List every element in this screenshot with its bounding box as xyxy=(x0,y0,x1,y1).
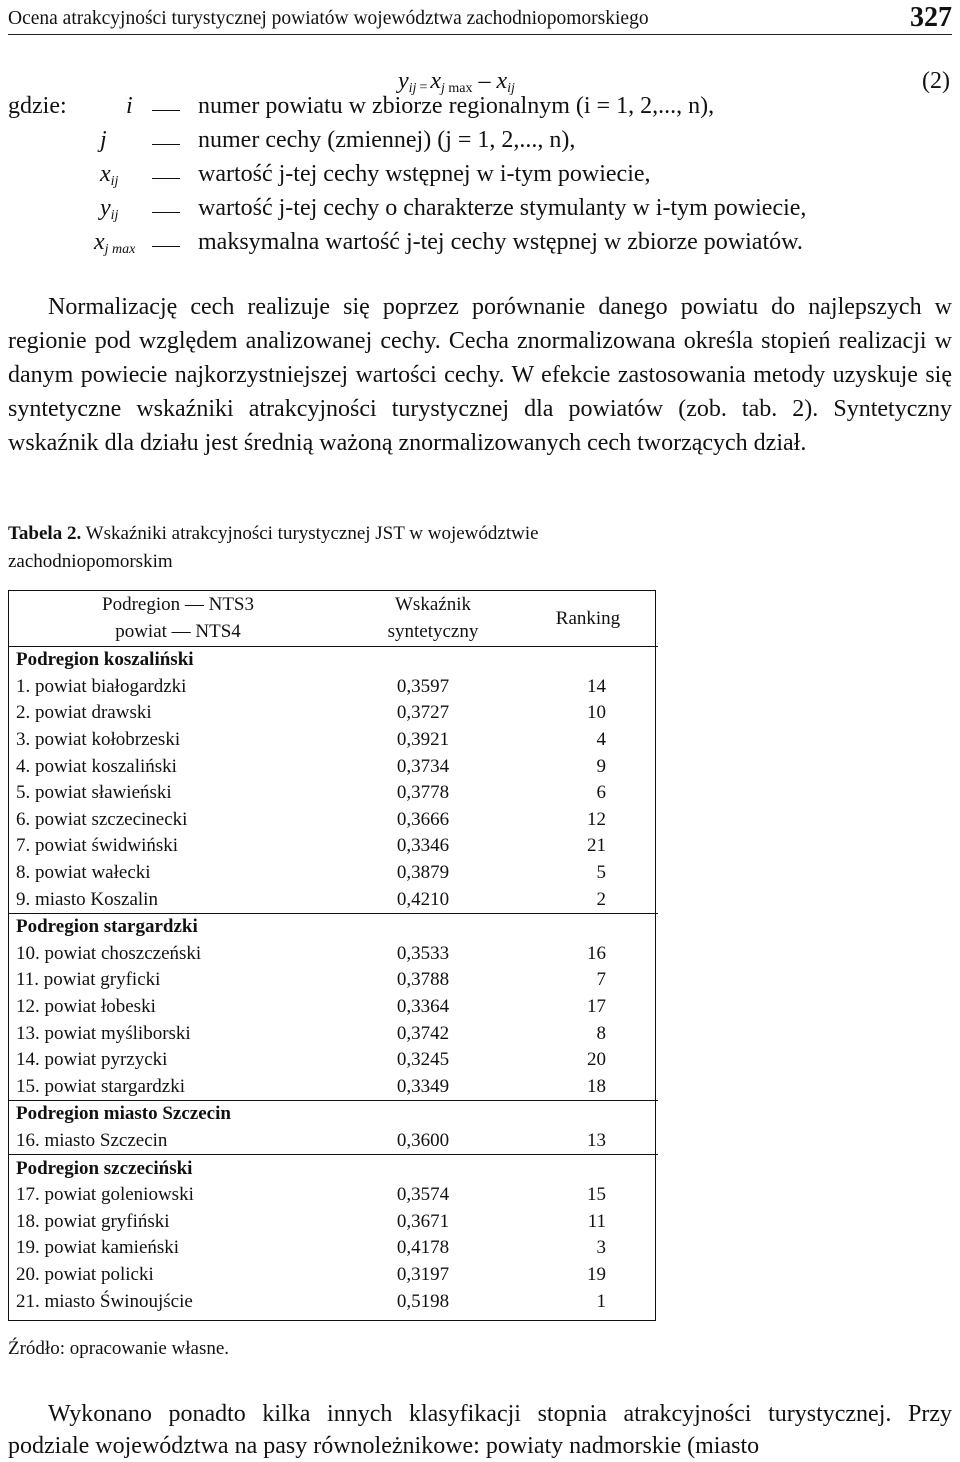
formula-term1-sub2: max xyxy=(448,81,473,96)
ranking-value: 5 xyxy=(596,862,606,884)
table-row xyxy=(8,700,658,727)
powiat-name: 10. powiat choszczeński xyxy=(16,942,202,964)
table-row xyxy=(8,674,658,701)
ranking-value: 16 xyxy=(587,942,606,964)
table-row xyxy=(8,1208,658,1235)
indicator-value: 0,3349 xyxy=(396,1075,450,1097)
definition-row xyxy=(8,195,952,229)
ranking-value: 14 xyxy=(587,675,606,697)
indicator-value: 0,3574 xyxy=(396,1184,450,1206)
body-paragraph: Normalizację cech realizuje się poprzez porównanie danego powiatu do najlepszych w regionie pod względem analizowanej cechy. Cecha znormalizowana określa stopień realizacji w danym powiecie najkorzystniejszej wartości cechy. W efekcie zastosowania metody uzyskuje się syntetyczne wskaźniki atrakcyjności turystycznej dla powiatów (zob. tab. 2). Syntetyczny wskaźnik dla działu jest średnią ważoną znormalizowanych cech tworzących dział. xyxy=(8,294,952,456)
indicator-value: 0,5198 xyxy=(396,1290,450,1312)
group-name: Podregion koszaliński xyxy=(16,649,194,671)
ranking-value: 17 xyxy=(587,996,606,1018)
indicator-value: 0,3879 xyxy=(396,862,450,884)
table-caption-text: Wskaźniki atrakcyjności turystycznej JST w województwie zachodniopomorskim xyxy=(8,523,539,572)
ranking-value: 9 xyxy=(596,755,606,777)
table-row xyxy=(8,727,658,754)
header-region-line2: powiat — NTS4 xyxy=(115,621,241,642)
definition-symbol xyxy=(94,229,135,258)
powiat-name: 21. miasto Świnoujście xyxy=(16,1290,193,1312)
definition-row xyxy=(8,127,952,161)
table-row xyxy=(8,1128,658,1155)
table-row xyxy=(8,967,658,994)
page-header xyxy=(8,4,952,35)
group-name: Podregion miasto Szczecin xyxy=(8,1101,658,1128)
powiat-name: 11. powiat gryficki xyxy=(16,969,161,991)
definition-dash xyxy=(152,212,180,213)
definition-description: numer powiatu w zbiorze regionalnym (i = 1, 2,..., n), xyxy=(198,93,715,119)
indicator-value: 0,3533 xyxy=(396,942,450,964)
table-row xyxy=(8,1262,658,1289)
powiat-name: 1. powiat białogardzki xyxy=(16,675,187,697)
powiat-name: 9. miasto Koszalin xyxy=(16,888,158,910)
table-row xyxy=(8,753,658,780)
definition-symbol-base: x xyxy=(94,229,105,255)
formula-term2: x xyxy=(496,68,508,94)
definition-symbol-sub: j max xyxy=(104,242,136,257)
powiat-name: 12. powiat łobeski xyxy=(16,996,156,1018)
group-name: Podregion stargardzki xyxy=(8,913,658,940)
table-row xyxy=(8,1047,658,1074)
definition-description: numer cechy (zmiennej) (j = 1, 2,..., n), xyxy=(198,127,576,153)
header-region xyxy=(8,590,348,647)
indicator-table xyxy=(8,590,658,1315)
definition-symbol-base: j xyxy=(100,127,107,153)
header-indicator xyxy=(348,590,518,647)
definition-dash xyxy=(152,144,180,145)
bottom-paragraph: Wykonano ponadto kilka innych klasyfikacji stopnia atrakcyjności turystycznej. Przy podziale województwa na pasy równoleżnikowe: powiaty nadmorskie (miasto xyxy=(8,1401,952,1459)
definition-description: wartość j-tej cechy wstępnej w i-tym powiecie, xyxy=(198,161,651,187)
formula-equals: = xyxy=(419,80,428,95)
formula-minus: – xyxy=(478,68,491,94)
table-row xyxy=(8,994,658,1021)
indicator-value: 0,4210 xyxy=(396,888,450,910)
ranking-value: 20 xyxy=(587,1049,606,1071)
definition-symbol xyxy=(100,161,118,190)
ranking-value: 11 xyxy=(587,1210,606,1232)
indicator-value: 0,3364 xyxy=(396,996,450,1018)
powiat-name: 19. powiat kamieński xyxy=(16,1237,180,1259)
page-number: 327 xyxy=(910,2,952,33)
definition-symbol-sub: ij xyxy=(110,174,119,189)
table-row xyxy=(8,941,658,968)
group-row xyxy=(8,1155,658,1182)
indicator-value: 0,3788 xyxy=(396,969,450,991)
indicator-value: 0,3921 xyxy=(396,729,450,751)
powiat-name: 8. powiat wałecki xyxy=(16,862,151,884)
indicator-value: 0,3197 xyxy=(396,1263,450,1285)
definition-symbol xyxy=(100,195,118,224)
definition-dash xyxy=(152,110,180,111)
table-row xyxy=(8,1182,658,1209)
header-indicator-line1: Wskaźnik xyxy=(395,594,471,615)
powiat-name: 2. powiat drawski xyxy=(16,702,152,724)
powiat-name: 18. powiat gryfiński xyxy=(16,1210,170,1232)
table-header-row xyxy=(8,590,658,647)
indicator-value: 0,3245 xyxy=(396,1049,450,1071)
indicator-value: 0,3734 xyxy=(396,755,450,777)
table-row xyxy=(8,1288,658,1315)
header-indicator-line2: syntetyczny xyxy=(387,621,479,642)
table-row xyxy=(8,833,658,860)
ranking-value: 3 xyxy=(596,1237,606,1259)
ranking-value: 6 xyxy=(596,782,606,804)
ranking-value: 13 xyxy=(587,1129,606,1151)
formula-term2-sub: ij xyxy=(507,81,515,96)
formula-term1-sub: j xyxy=(441,81,445,96)
ranking-value: 10 xyxy=(587,702,606,724)
definition-dash xyxy=(152,178,180,179)
table-row xyxy=(8,780,658,807)
table-caption xyxy=(8,520,568,576)
definition-symbol-base: y xyxy=(100,195,111,221)
ranking-value: 19 xyxy=(587,1263,606,1285)
group-row xyxy=(8,1101,658,1128)
table-row xyxy=(8,807,658,834)
group-name: Podregion szczeciński xyxy=(8,1155,658,1182)
powiat-name: 16. miasto Szczecin xyxy=(16,1129,168,1151)
table-caption-label: Tabela 2. xyxy=(8,523,82,544)
table-row xyxy=(8,886,658,913)
powiat-name: 7. powiat świdwiński xyxy=(16,835,179,857)
indicator-value: 0,3600 xyxy=(396,1129,450,1151)
definition-row xyxy=(8,161,952,195)
definition-symbol xyxy=(100,127,107,154)
table-row xyxy=(8,1074,658,1101)
header-ranking: Ranking xyxy=(518,590,658,647)
header-region-line1: Podregion — NTS3 xyxy=(102,594,254,615)
formula-lhs-sub: ij xyxy=(408,81,417,96)
powiat-name: 15. powiat stargardzki xyxy=(16,1075,186,1097)
ranking-value: 12 xyxy=(587,808,606,830)
ranking-value: 2 xyxy=(596,888,606,910)
indicator-value: 0,3778 xyxy=(396,782,450,804)
ranking-value: 21 xyxy=(587,835,606,857)
definition-symbol xyxy=(126,93,133,120)
indicator-value: 0,3597 xyxy=(396,675,450,697)
ranking-value: 18 xyxy=(587,1075,606,1097)
definition-dash xyxy=(152,246,180,247)
formula-term1: x xyxy=(430,68,441,94)
powiat-name: 4. powiat koszaliński xyxy=(16,755,177,777)
definition-description: maksymalna wartość j-tej cechy wstępnej w zbiorze powiatów. xyxy=(198,229,803,255)
definition-symbol-base: i xyxy=(126,93,133,119)
ranking-value: 15 xyxy=(587,1184,606,1206)
definition-symbol-base: x xyxy=(100,161,111,187)
powiat-name: 13. powiat myśliborski xyxy=(16,1022,191,1044)
powiat-name: 3. powiat kołobrzeski xyxy=(16,729,181,751)
ranking-value: 4 xyxy=(596,729,606,751)
table-row xyxy=(8,860,658,887)
indicator-value: 0,3742 xyxy=(396,1022,450,1044)
ranking-value: 8 xyxy=(596,1022,606,1044)
powiat-name: 6. powiat szczecinecki xyxy=(16,808,188,830)
indicator-value: 0,3727 xyxy=(396,702,450,724)
formula-number: (2) xyxy=(922,68,950,94)
powiat-name: 5. powiat sławieński xyxy=(16,782,172,804)
table-source: Źródło: opracowanie własne. xyxy=(8,1338,230,1359)
indicator-value: 0,3346 xyxy=(396,835,450,857)
powiat-name: 17. powiat goleniowski xyxy=(16,1184,194,1206)
table-row xyxy=(8,1235,658,1262)
running-title: Ocena atrakcyjności turystycznej powiatów województwa zachodniopomorskiego xyxy=(8,8,649,29)
ranking-value: 7 xyxy=(596,969,606,991)
indicator-value: 0,3671 xyxy=(396,1210,450,1232)
table-row xyxy=(8,1020,658,1047)
group-row xyxy=(8,913,658,940)
group-row xyxy=(8,647,658,674)
indicator-value: 0,3666 xyxy=(396,808,450,830)
definitions-list xyxy=(8,93,952,263)
definition-row xyxy=(8,229,952,263)
definitions-lead: gdzie: xyxy=(8,93,67,119)
formula-lhs: y xyxy=(398,68,409,94)
definition-row xyxy=(8,93,952,127)
definition-symbol-sub: ij xyxy=(110,208,119,223)
powiat-name: 14. powiat pyrzycki xyxy=(16,1049,168,1071)
definition-description: wartość j-tej cechy o charakterze stymulanty w i-tym powiecie, xyxy=(198,195,807,221)
ranking-value: 1 xyxy=(596,1290,606,1312)
indicator-value: 0,4178 xyxy=(396,1237,450,1259)
powiat-name: 20. powiat policki xyxy=(16,1263,154,1285)
